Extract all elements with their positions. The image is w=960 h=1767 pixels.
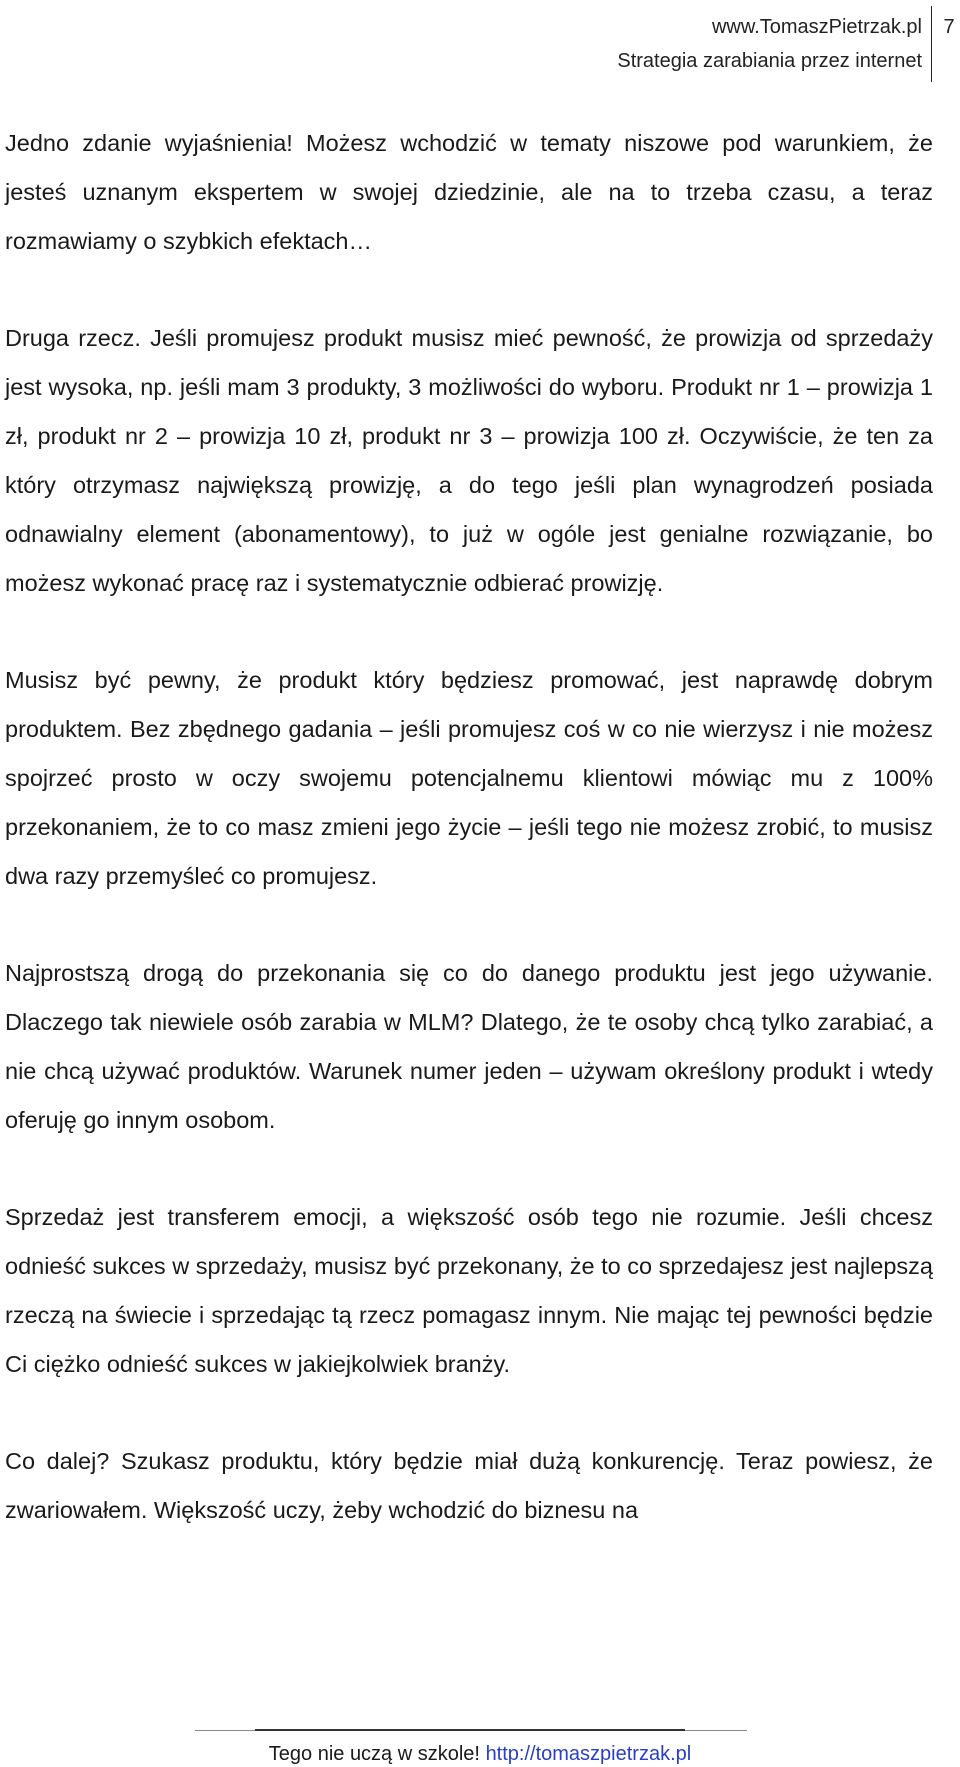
paragraph-1: Jedno zdanie wyjaśnienia! Możesz wchodzić w tematy niszowe pod warunkiem, że jesteś uznanym ekspertem w swojej dziedzinie, ale na to trzeba czasu, a teraz rozmawiamy o szybkich efektach… (5, 130, 933, 254)
paragraph-4: Najprostszą drogą do przekonania się co do danego produktu jest jego używanie. Dlaczego tak niewiele osób zarabia w MLM? Dlatego, że te osoby chcą tylko zarabiać, a nie chcą używać produktów. Warunek numer jeden – używam określony produkt i wtedy oferuję go innym osobom. (5, 960, 933, 1133)
paragraph-5: Sprzedaż jest transferem emocji, a większość osób tego nie rozumie. Jeśli chcesz odnieść sukces w sprzedaży, musisz być przekonany, że to co sprzedajesz jest najlepszą rzeczą na świecie i sprzedając tą rzecz pomagasz innym. Nie mając tej pewności będzie Ci ciężko odnieść sukces w jakiejkolwiek branży. (5, 1204, 933, 1377)
page-header (0, 0, 960, 90)
header-document-title: Strategia zarabiania przez internet (617, 50, 922, 72)
header-divider (931, 6, 933, 82)
paragraph-2: Druga rzecz. Jeśli promujesz produkt musisz mieć pewność, że prowizja od sprzedaży jest wysoka, np. jeśli mam 3 produkty, 3 możliwości do wyboru. Produkt nr 1 – prowizja 1 zł, produkt nr 2 – prowizja 10 zł, produkt nr 3 – prowizja 100 zł. Oczywiście, że ten za który otrzymasz największą prowizję, a do tego jeśli plan wynagrodzeń posiada odnawialny element (abonamentowy), to już w ogóle jest genialne rozwiązanie, bo możesz wykonać pracę raz i systematycznie odbierać prowizję. (5, 325, 933, 596)
document-body (5, 119, 933, 1583)
paragraph-6: Co dalej? Szukasz produktu, który będzie miał dużą konkurencję. Teraz powiesz, że zwariowałem. Większość uczy, żeby wchodzić do biznesu na (5, 1448, 933, 1523)
footer-website-link[interactable]: http://tomaszpietrzak.pl (485, 1743, 692, 1765)
footer-tagline: Tego nie uczą w szkole! (268, 1743, 480, 1765)
footer-text (0, 1742, 960, 1766)
paragraph-3: Musisz być pewny, że produkt który będziesz promować, jest naprawdę dobrym produktem. Bez zbędnego gadania – jeśli promujesz coś w co nie wierzysz i nie możesz spojrzeć prosto w oczy swojemu potencjalnemu klientowi mówiąc mu z 100% przekonaniem, że to co masz zmieni jego życie – jeśli tego nie możesz zrobić, to musisz dwa razy przemyśleć co promujesz. (5, 667, 933, 889)
footer-divider (255, 1729, 685, 1731)
page-footer (0, 1700, 960, 1767)
header-site-url: www.TomaszPietrzak.pl (711, 16, 922, 38)
header-text-block (617, 10, 922, 78)
page-number: 7 (943, 16, 955, 38)
